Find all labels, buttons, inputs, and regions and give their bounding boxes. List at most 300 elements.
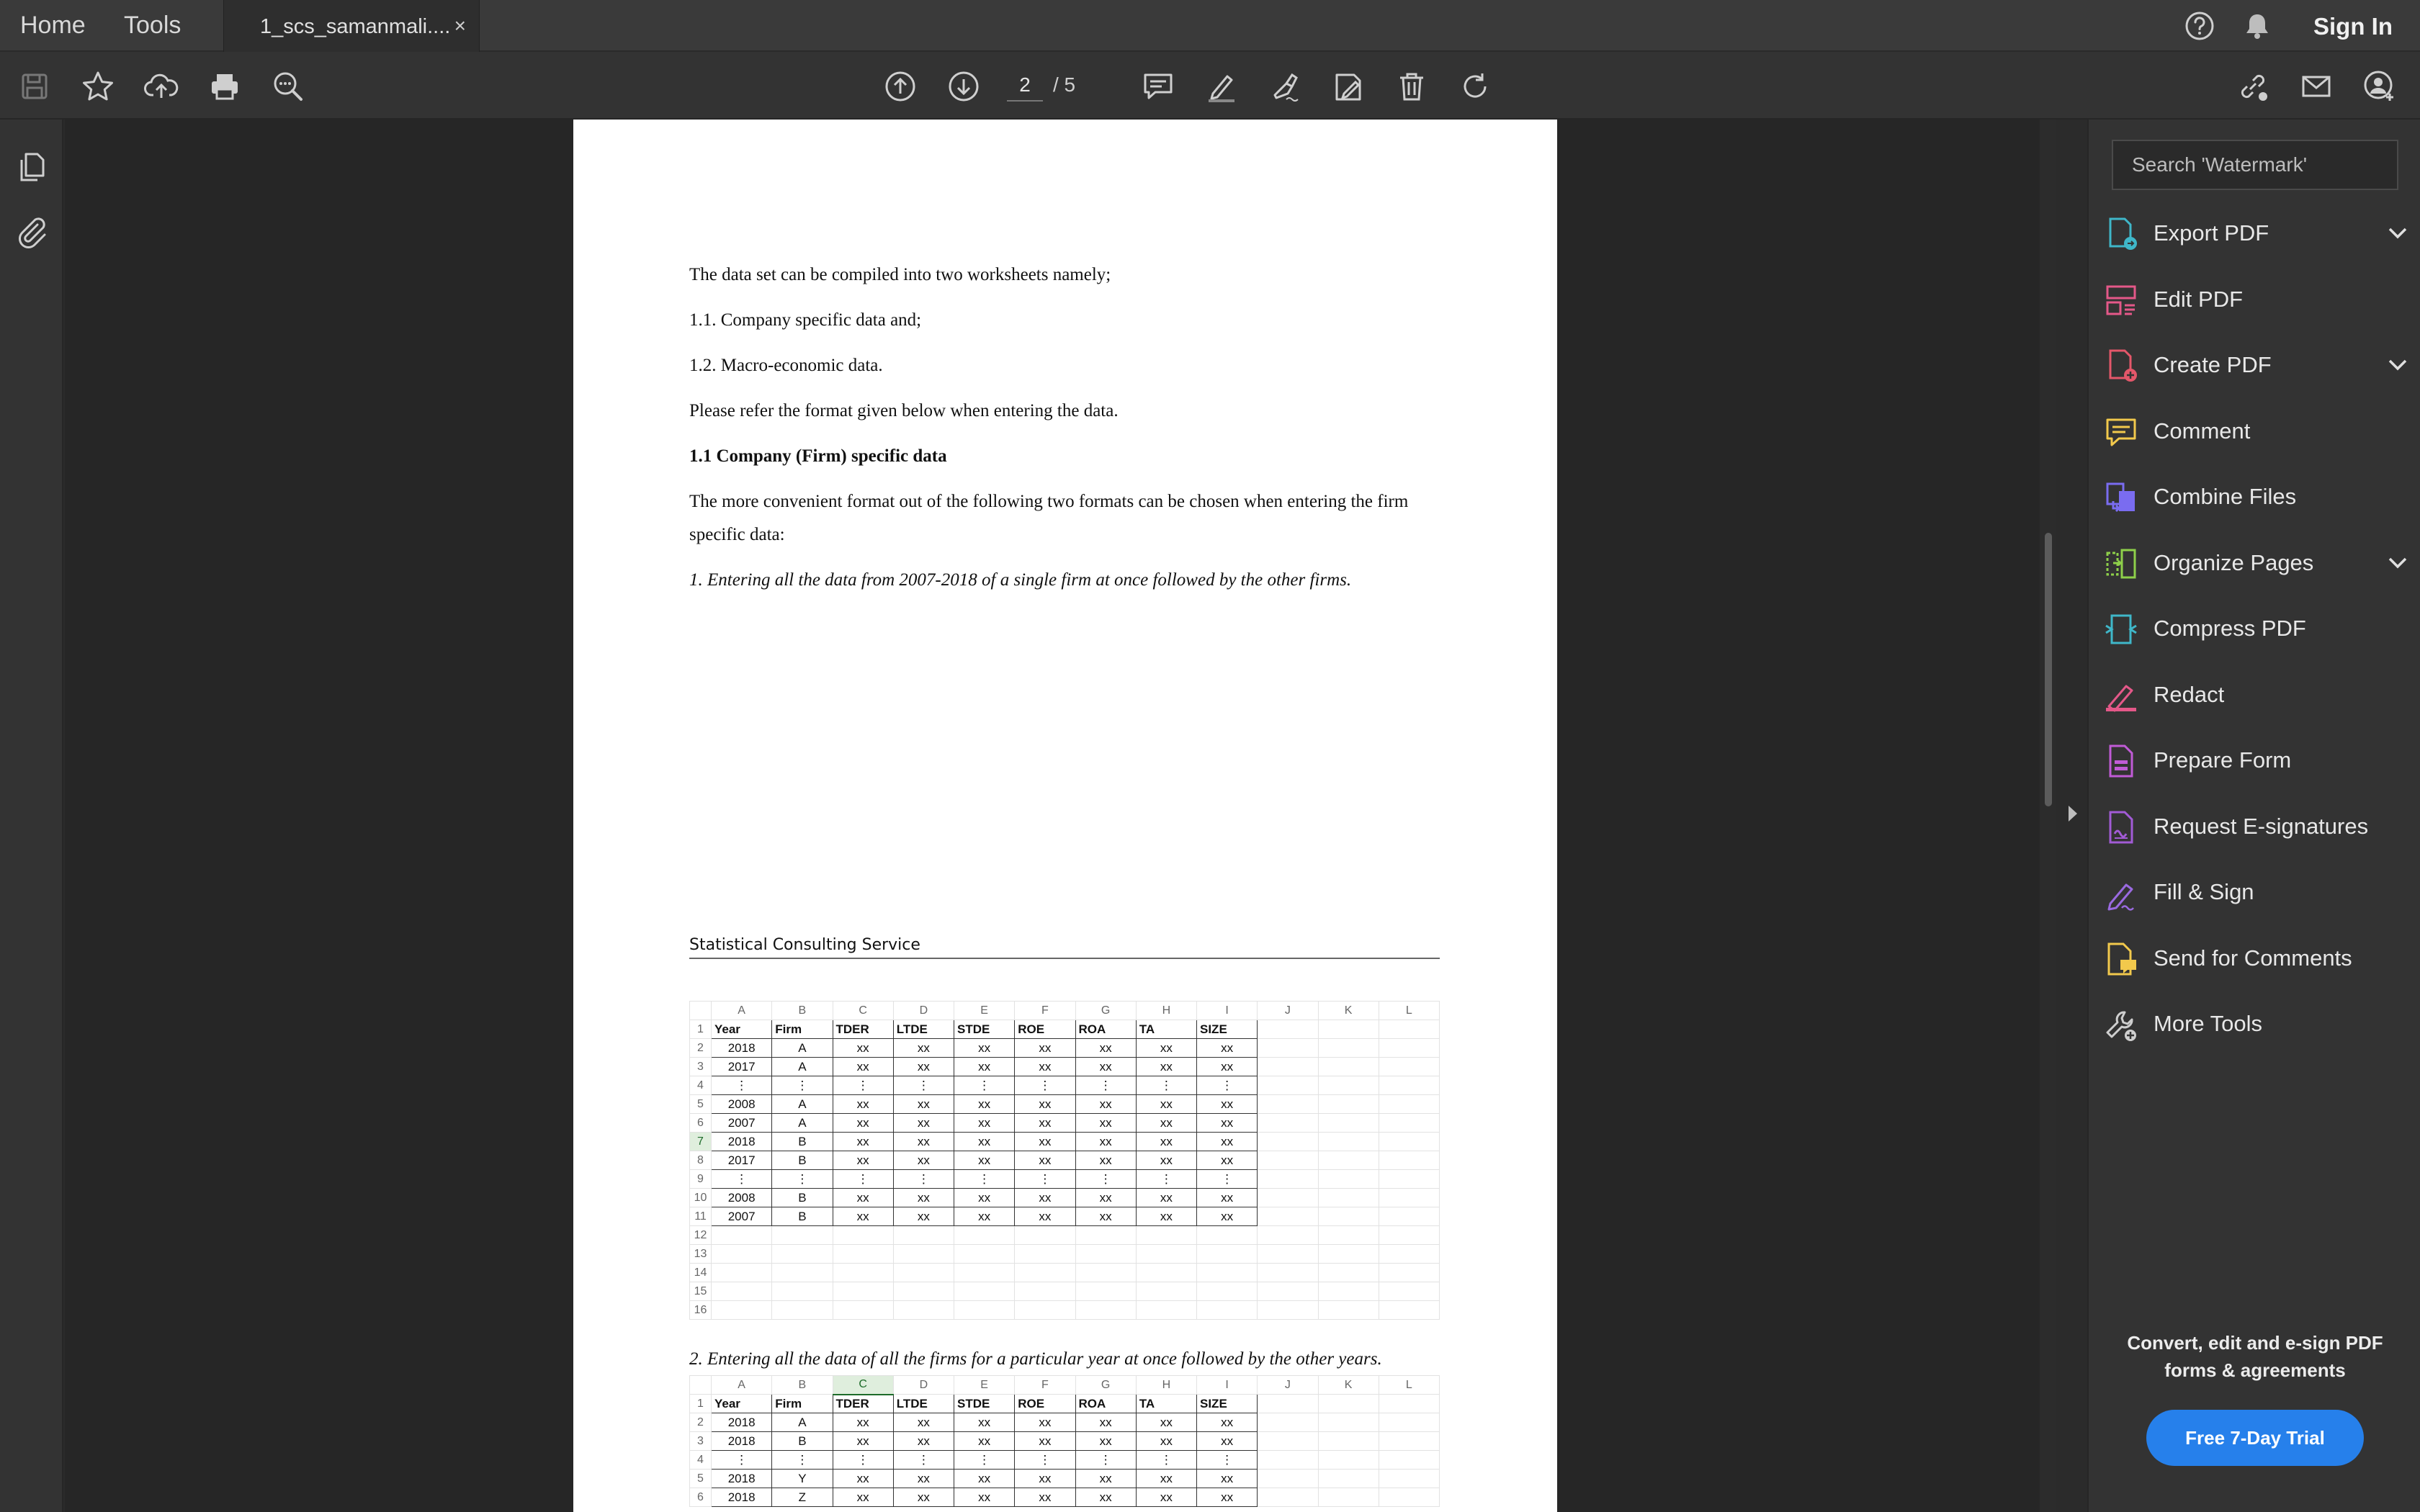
column-header: F (1015, 1002, 1075, 1020)
empty-cell (772, 1301, 833, 1320)
row-number: 4 (690, 1451, 712, 1470)
table-cell: ⋮ (712, 1451, 772, 1470)
table-cell: ⋮ (1136, 1451, 1196, 1470)
row-number: 14 (690, 1264, 712, 1282)
create-pdf-icon (2103, 348, 2139, 384)
table-header-cell: Year (712, 1395, 772, 1413)
empty-cell (833, 1282, 893, 1301)
empty-cell (954, 1282, 1015, 1301)
table-cell: xx (833, 1151, 893, 1170)
table-cell: ⋮ (1197, 1170, 1258, 1189)
table-cell: ⋮ (893, 1170, 954, 1189)
empty-cell (1379, 1226, 1439, 1245)
table-cell: xx (1197, 1189, 1258, 1207)
table-cell: xx (1197, 1432, 1258, 1451)
tool-label: More Tools (2154, 1011, 2263, 1036)
empty-cell (1258, 1039, 1318, 1058)
empty-cell (1318, 1076, 1379, 1095)
table-cell: xx (1136, 1432, 1196, 1451)
scrollbar-thumb[interactable] (2045, 533, 2052, 806)
left-navigation-rail (0, 120, 63, 1512)
column-header: G (1075, 1002, 1136, 1020)
tool-item-compress-pdf[interactable] (2103, 603, 2413, 654)
row-number: 5 (690, 1470, 712, 1488)
column-header: A (712, 1002, 772, 1020)
empty-cell (772, 1282, 833, 1301)
more-tools-icon (2103, 1007, 2139, 1043)
empty-cell (1318, 1170, 1379, 1189)
main-toolbar (0, 52, 2420, 120)
tool-item-more-tools[interactable] (2103, 998, 2413, 1050)
header-rule (689, 958, 1440, 959)
table-cell: xx (1136, 1039, 1196, 1058)
table-row (690, 1301, 1440, 1320)
empty-cell (1379, 1114, 1439, 1133)
send-for-comments-icon (2103, 941, 2139, 977)
table-header-cell: ROA (1075, 1395, 1136, 1413)
table-cell: xx (1075, 1189, 1136, 1207)
empty-cell (712, 1282, 772, 1301)
empty-cell (1318, 1189, 1379, 1207)
document-tab-label: 1_scs_samanmali.... (260, 15, 451, 38)
email-icon[interactable] (2298, 68, 2335, 105)
table-cell: ⋮ (1075, 1076, 1136, 1095)
empty-cell (1258, 1395, 1318, 1413)
table-cell: xx (1015, 1207, 1075, 1226)
empty-cell (1258, 1058, 1318, 1076)
empty-cell (833, 1264, 893, 1282)
body-text-line: The data set can be compiled into two worksheets namely; (689, 265, 1111, 284)
empty-cell (1318, 1039, 1379, 1058)
table-cell: ⋮ (1015, 1170, 1075, 1189)
column-header: F (1015, 1376, 1075, 1395)
table-header-cell: ROE (1015, 1020, 1075, 1039)
empty-cell (1258, 1189, 1318, 1207)
table-cell: ⋮ (954, 1076, 1015, 1095)
nav-tools[interactable]: Tools (124, 12, 182, 39)
empty-cell (1318, 1226, 1379, 1245)
empty-cell (1318, 1058, 1379, 1076)
close-tab-icon[interactable]: × (454, 14, 466, 37)
empty-cell (954, 1264, 1015, 1282)
add-comment-icon[interactable] (1139, 68, 1177, 105)
empty-cell (1379, 1058, 1439, 1076)
attachments-paperclip-icon[interactable] (14, 215, 49, 249)
cloud-upload-icon[interactable] (143, 68, 180, 105)
empty-cell (1318, 1264, 1379, 1282)
empty-cell (1258, 1282, 1318, 1301)
format-caption-2: 2. Entering all the data of all the firms for a particular year at once followed by the other years. (689, 1349, 1382, 1369)
table-header-cell: ROE (1015, 1395, 1075, 1413)
combine-files-icon (2103, 480, 2139, 516)
export-pdf-icon (2103, 216, 2139, 252)
chevron-down-icon[interactable] (2387, 225, 2408, 242)
sign-in-link[interactable]: Sign In (2313, 13, 2393, 40)
empty-cell (1258, 1413, 1318, 1432)
table-cell: ⋮ (893, 1076, 954, 1095)
table-cell: xx (1015, 1133, 1075, 1151)
table-cell: xx (954, 1207, 1015, 1226)
delete-icon[interactable] (1393, 68, 1430, 105)
table-cell: 2017 (712, 1058, 772, 1076)
empty-cell (1197, 1264, 1258, 1282)
empty-cell (1379, 1488, 1439, 1507)
prepare-form-icon (2103, 743, 2139, 779)
table-cell: xx (893, 1114, 954, 1133)
table-header-cell: SIZE (1197, 1020, 1258, 1039)
page-number-input[interactable] (1007, 70, 1043, 102)
table-cell: xx (1197, 1058, 1258, 1076)
table-cell: ⋮ (1015, 1076, 1075, 1095)
empty-cell (1318, 1451, 1379, 1470)
table-cell: xx (1015, 1413, 1075, 1432)
table-cell: xx (1136, 1413, 1196, 1432)
print-icon[interactable] (206, 68, 243, 105)
help-icon[interactable] (2182, 9, 2217, 43)
empty-cell (1197, 1226, 1258, 1245)
empty-cell (1136, 1264, 1196, 1282)
row-number: 16 (690, 1301, 712, 1320)
column-header: D (893, 1376, 954, 1395)
table-cell: xx (893, 1039, 954, 1058)
table-cell: ⋮ (1136, 1076, 1196, 1095)
tool-label: Fill & Sign (2154, 879, 2254, 904)
column-header: H (1136, 1376, 1196, 1395)
previous-page-icon[interactable] (882, 68, 919, 105)
table-row (690, 1189, 1440, 1207)
table-cell: ⋮ (772, 1076, 833, 1095)
document-viewer[interactable] (65, 120, 2040, 1512)
table-header-cell: STDE (954, 1020, 1015, 1039)
tool-item-comment[interactable] (2103, 405, 2413, 457)
table-header-cell: TA (1136, 1020, 1196, 1039)
empty-cell (1379, 1282, 1439, 1301)
table-row (690, 1264, 1440, 1282)
rotate-icon[interactable] (1456, 68, 1494, 105)
row-number: 9 (690, 1170, 712, 1189)
table-cell: xx (1197, 1488, 1258, 1507)
body-text-line: Please refer the format given below when entering the data. (689, 401, 1119, 420)
table-cell: ⋮ (1075, 1170, 1136, 1189)
column-header: K (1318, 1002, 1379, 1020)
table-cell: xx (954, 1039, 1015, 1058)
table-row (690, 1226, 1440, 1245)
table-row (690, 1095, 1440, 1114)
table-header-cell: ROA (1075, 1020, 1136, 1039)
empty-cell (1258, 1470, 1318, 1488)
empty-cell (1379, 1039, 1439, 1058)
column-header: E (954, 1002, 1015, 1020)
table-cell: xx (1136, 1058, 1196, 1076)
empty-cell (1379, 1432, 1439, 1451)
table-cell: xx (833, 1133, 893, 1151)
empty-cell (712, 1226, 772, 1245)
column-header: H (1136, 1002, 1196, 1020)
table-cell: xx (833, 1095, 893, 1114)
empty-cell (1258, 1095, 1318, 1114)
table-cell: xx (833, 1114, 893, 1133)
empty-cell (954, 1301, 1015, 1320)
table-cell: xx (1075, 1114, 1136, 1133)
table-cell: xx (893, 1151, 954, 1170)
empty-cell (1258, 1245, 1318, 1264)
table-row (690, 1207, 1440, 1226)
tool-item-fill-sign[interactable] (2103, 866, 2413, 918)
table-cell: B (772, 1189, 833, 1207)
empty-cell (833, 1245, 893, 1264)
vertical-scrollbar[interactable] (2040, 120, 2056, 1512)
empty-cell (1258, 1301, 1318, 1320)
spreadsheet-format-2 (689, 1375, 1440, 1507)
table-cell: xx (1197, 1151, 1258, 1170)
empty-cell (1258, 1432, 1318, 1451)
empty-cell (833, 1226, 893, 1245)
table-cell: xx (833, 1470, 893, 1488)
fill-sign-icon (2103, 875, 2139, 911)
notifications-bell-icon[interactable] (2240, 9, 2275, 43)
table-cell: xx (1015, 1432, 1075, 1451)
tool-label: Compress PDF (2154, 616, 2306, 641)
table-cell: 2018 (712, 1488, 772, 1507)
column-header: L (1379, 1002, 1439, 1020)
format-caption-1: 1. Entering all the data from 2007-2018 of a single firm at once followed by the other firms. (689, 570, 1352, 590)
request-esignatures-icon (2103, 809, 2139, 845)
empty-cell (1379, 1395, 1439, 1413)
empty-cell (1015, 1301, 1075, 1320)
table-cell: xx (1197, 1207, 1258, 1226)
tools-pane (2087, 120, 2420, 1512)
body-text-line: 1.1. Company specific data and; (689, 310, 922, 330)
table-cell: ⋮ (833, 1451, 893, 1470)
column-header: L (1379, 1376, 1439, 1395)
empty-cell (712, 1301, 772, 1320)
empty-cell (1197, 1301, 1258, 1320)
empty-cell (1197, 1282, 1258, 1301)
table-cell: xx (1075, 1207, 1136, 1226)
empty-cell (1015, 1226, 1075, 1245)
next-page-icon[interactable] (945, 68, 982, 105)
free-trial-button[interactable]: Free 7-Day Trial (2146, 1410, 2364, 1466)
table-cell: xx (893, 1095, 954, 1114)
empty-cell (893, 1301, 954, 1320)
row-number: 2 (690, 1039, 712, 1058)
row-number: 8 (690, 1151, 712, 1170)
empty-cell (1379, 1076, 1439, 1095)
table-cell: xx (1015, 1095, 1075, 1114)
empty-cell (1318, 1301, 1379, 1320)
tool-label: Comment (2154, 418, 2251, 444)
table-header-cell: SIZE (1197, 1395, 1258, 1413)
table-cell: ⋮ (1015, 1451, 1075, 1470)
table-cell: ⋮ (1197, 1076, 1258, 1095)
table-cell: xx (893, 1470, 954, 1488)
chevron-down-icon[interactable] (2387, 554, 2408, 572)
empty-cell (1015, 1264, 1075, 1282)
empty-cell (1379, 1264, 1439, 1282)
collapse-right-panel-icon[interactable] (2064, 803, 2081, 824)
pdf-page-3 (573, 864, 1557, 1512)
empty-cell (954, 1245, 1015, 1264)
empty-cell (893, 1264, 954, 1282)
table-cell: xx (1136, 1114, 1196, 1133)
tools-search-input[interactable] (2112, 140, 2398, 190)
sheet-corner (690, 1376, 712, 1395)
table-cell: xx (893, 1189, 954, 1207)
row-number: 6 (690, 1114, 712, 1133)
table-cell: ⋮ (712, 1170, 772, 1189)
empty-cell (1258, 1151, 1318, 1170)
table-row (690, 1413, 1440, 1432)
table-cell: ⋮ (772, 1451, 833, 1470)
table-cell: xx (954, 1133, 1015, 1151)
table-cell: xx (1015, 1488, 1075, 1507)
tool-item-request-e-signatures[interactable] (2103, 801, 2413, 852)
draw-signature-icon[interactable] (1266, 68, 1304, 105)
tool-item-send-for-comments[interactable] (2103, 932, 2413, 984)
tool-label: Edit PDF (2154, 286, 2244, 312)
empty-cell (772, 1264, 833, 1282)
document-tab[interactable] (223, 0, 480, 52)
column-header: J (1258, 1376, 1318, 1395)
tool-label: Prepare Form (2154, 747, 2292, 773)
bookmark-star-icon[interactable] (79, 68, 117, 105)
table-cell: xx (1075, 1095, 1136, 1114)
empty-cell (1258, 1264, 1318, 1282)
promo-text: Convert, edit and e-sign PDF forms & agreements (2127, 1332, 2383, 1381)
tool-item-redact[interactable] (2103, 669, 2413, 721)
empty-cell (1258, 1226, 1318, 1245)
tool-label: Send for Comments (2154, 945, 2352, 971)
table-cell: xx (954, 1432, 1015, 1451)
table-cell: ⋮ (893, 1451, 954, 1470)
table-cell: xx (954, 1151, 1015, 1170)
table-cell: xx (893, 1488, 954, 1507)
table-cell: xx (1197, 1133, 1258, 1151)
tool-label: Export PDF (2154, 220, 2269, 246)
zoom-search-icon[interactable] (269, 68, 307, 105)
empty-cell (1379, 1451, 1439, 1470)
empty-cell (1136, 1301, 1196, 1320)
table-row (690, 1451, 1440, 1470)
tool-item-edit-pdf[interactable] (2103, 274, 2413, 325)
table-cell: xx (1015, 1189, 1075, 1207)
table-row (690, 1245, 1440, 1264)
row-number: 13 (690, 1245, 712, 1264)
row-number: 1 (690, 1020, 712, 1039)
empty-cell (1318, 1095, 1379, 1114)
section-heading: 1.1 Company (Firm) specific data (689, 446, 947, 466)
tool-label: Redact (2154, 681, 2225, 707)
edit-pdf-icon (2103, 282, 2139, 318)
table-cell: xx (1015, 1470, 1075, 1488)
empty-cell (1258, 1114, 1318, 1133)
table-cell: xx (833, 1039, 893, 1058)
tool-label: Combine Files (2154, 484, 2297, 509)
empty-cell (1379, 1207, 1439, 1226)
tool-label: Request E-signatures (2154, 813, 2369, 839)
highlight-icon[interactable] (1203, 68, 1240, 105)
tool-item-organize-pages[interactable] (2103, 537, 2413, 589)
table-row (690, 1133, 1440, 1151)
empty-cell (1258, 1133, 1318, 1151)
table-cell: xx (1136, 1470, 1196, 1488)
column-header: B (772, 1376, 833, 1395)
table-header-cell: Firm (772, 1395, 833, 1413)
table-header-cell: Firm (772, 1020, 833, 1039)
tool-item-create-pdf[interactable] (2103, 339, 2413, 391)
table-cell: xx (893, 1058, 954, 1076)
table-cell: A (772, 1114, 833, 1133)
empty-cell (1379, 1413, 1439, 1432)
body-text-line: The more convenient format out of the following two formats can be chosen when entering the firm (689, 492, 1409, 511)
table-cell: B (772, 1432, 833, 1451)
spreadsheet-format-1 (689, 1001, 1440, 1320)
nav-home[interactable]: Home (20, 12, 86, 39)
empty-cell (833, 1301, 893, 1320)
table-cell: xx (1136, 1488, 1196, 1507)
empty-cell (954, 1226, 1015, 1245)
body-text-line: specific data: (689, 525, 785, 544)
comment-icon (2103, 414, 2139, 450)
share-link-icon[interactable] (2234, 68, 2272, 105)
empty-cell (1318, 1020, 1379, 1039)
table-cell: A (772, 1095, 833, 1114)
table-cell: 2007 (712, 1207, 772, 1226)
empty-cell (1379, 1133, 1439, 1151)
column-header: K (1318, 1376, 1379, 1395)
empty-cell (1258, 1207, 1318, 1226)
table-cell: 2007 (712, 1114, 772, 1133)
add-user-icon[interactable] (2361, 68, 2398, 105)
fill-form-icon[interactable] (1330, 68, 1367, 105)
empty-cell (1318, 1207, 1379, 1226)
table-cell: Z (772, 1488, 833, 1507)
empty-cell (1318, 1114, 1379, 1133)
column-header: C (833, 1376, 893, 1395)
table-cell: xx (1015, 1058, 1075, 1076)
empty-cell (712, 1264, 772, 1282)
table-cell: xx (1136, 1151, 1196, 1170)
row-number: 6 (690, 1488, 712, 1507)
empty-cell (1379, 1245, 1439, 1264)
empty-cell (1379, 1151, 1439, 1170)
tool-item-export-pdf[interactable] (2103, 207, 2413, 259)
column-header: E (954, 1376, 1015, 1395)
table-cell: 2018 (712, 1470, 772, 1488)
table-cell: ⋮ (833, 1170, 893, 1189)
table-cell: xx (833, 1189, 893, 1207)
table-cell: 2008 (712, 1095, 772, 1114)
chevron-down-icon[interactable] (2387, 356, 2408, 374)
table-row (690, 1282, 1440, 1301)
empty-cell (1015, 1245, 1075, 1264)
row-number: 2 (690, 1413, 712, 1432)
table-cell: xx (1075, 1470, 1136, 1488)
table-cell: xx (1075, 1039, 1136, 1058)
page-thumbnails-icon[interactable] (14, 150, 49, 184)
save-icon[interactable] (16, 68, 53, 105)
table-cell: xx (1197, 1114, 1258, 1133)
table-cell: B (772, 1151, 833, 1170)
table-row (690, 1114, 1440, 1133)
tool-item-combine-files[interactable] (2103, 471, 2413, 523)
column-header: I (1197, 1376, 1258, 1395)
empty-cell (1136, 1245, 1196, 1264)
body-text-line: 1.2. Macro-economic data. (689, 356, 883, 375)
row-number: 3 (690, 1058, 712, 1076)
table-header-cell: LTDE (893, 1395, 954, 1413)
tool-item-prepare-form[interactable] (2103, 734, 2413, 786)
